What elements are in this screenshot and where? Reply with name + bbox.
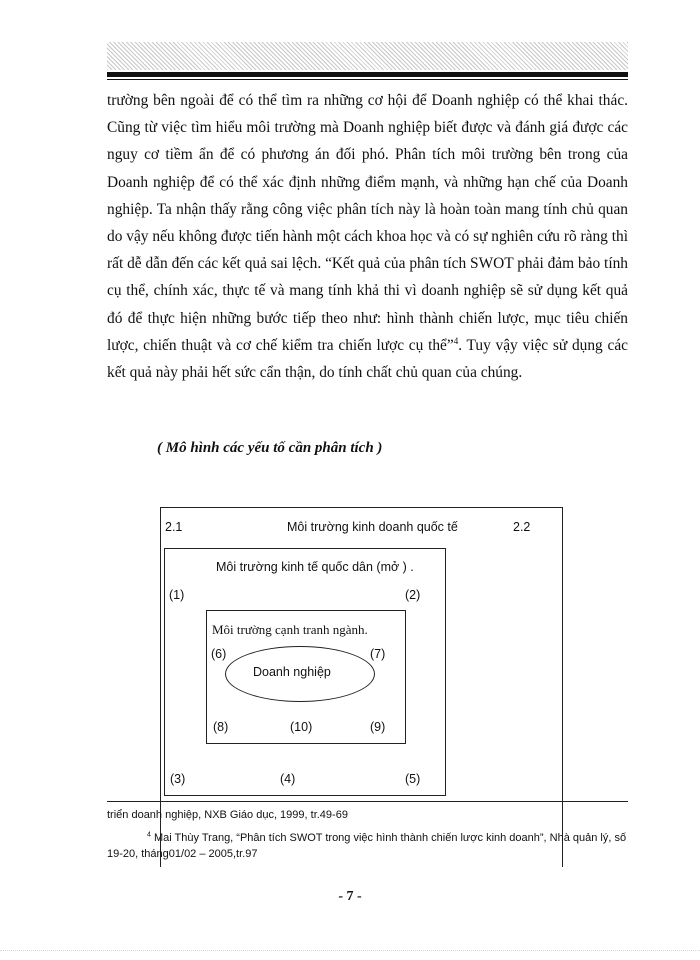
- footnote-continuation: triển doanh nghiệp, NXB Giáo dục, 1999, tr.49-69: [107, 809, 348, 821]
- body-paragraph: [107, 87, 628, 386]
- page-bottom-edge: [0, 950, 700, 951]
- diagram-caption: ( Mô hình các yếu tố cần phân tích ): [157, 440, 383, 456]
- footnote-mark: 4: [147, 831, 151, 839]
- outer-right-code: 2.2: [513, 520, 531, 534]
- page-number: - 7 -: [338, 889, 362, 904]
- outer-title: Môi trường kinh doanh quốc tế: [287, 520, 458, 534]
- label-8: (8): [213, 720, 229, 734]
- label-3: (3): [170, 772, 186, 786]
- label-7: (7): [370, 647, 386, 661]
- label-10: (10): [290, 720, 313, 734]
- label-2: (2): [405, 588, 421, 602]
- label-4: (4): [280, 772, 296, 786]
- footnote-4: [107, 830, 628, 862]
- inner-title: Môi trường cạnh tranh ngành.: [212, 622, 368, 637]
- body-text-end: . Tuy vậy việc sử dụng các kết quả này phải hết sức cẩn thận, do tính chất chủ quan của chúng.: [107, 336, 628, 382]
- outer-left-code: 2.1: [165, 520, 183, 534]
- body-text: trường bên ngoài để có thể tìm ra những cơ hội để Doanh nghiệp có thể khai thác. Cũng từ việc tìm hiểu môi trường mà Doanh nghiệp biết được và đánh giá được các nguy cơ tiềm ẩn để có phương án đối phó. Phân tích môi trường bên trong của Doanh nghiệp để có thể xác định những điểm mạnh, và những hạn chế của Doanh nghiệp. Ta nhận thấy rằng công việc phân tích này là hoàn toàn mang tính chủ quan do vậy nếu không được tiến hành một cách khoa học và có sự nghiên cứu rõ ràng thì rất dễ dẫn đến các kết quả sai lệch. “Kết quả của phân tích SWOT phải đảm bảo tính cụ thể, chính xác, thực tế và mang tính khả thi vì doanh nghiệp sẽ sử dụng kết quả đó để thực hiện những bước tiếp theo như: hình thành chiến lược, mục tiêu chiến lược, chiến thuật và cơ chế kiểm tra chiến lược cụ thể”: [107, 92, 628, 354]
- footnote-4-text: Mai Thùy Trang, “Phân tích SWOT trong việc hình thành chiến lược kinh doanh”, Nhà quản lý, số 19-20, tháng01/02 – 2005,tr.97: [107, 832, 627, 860]
- header-pattern-band: [107, 42, 628, 70]
- label-1: (1): [169, 588, 185, 602]
- footnote-rule: [107, 801, 628, 802]
- middle-title: Môi trường kinh tế quốc dân (mở ) .: [216, 560, 414, 574]
- header-rule: [107, 72, 628, 77]
- label-9: (9): [370, 720, 386, 734]
- footnote-reference: 4: [453, 335, 459, 346]
- label-5: (5): [405, 772, 421, 786]
- header-rule-thin: [107, 79, 628, 80]
- label-6: (6): [211, 647, 227, 661]
- center-label: Doanh nghiệp: [253, 665, 331, 679]
